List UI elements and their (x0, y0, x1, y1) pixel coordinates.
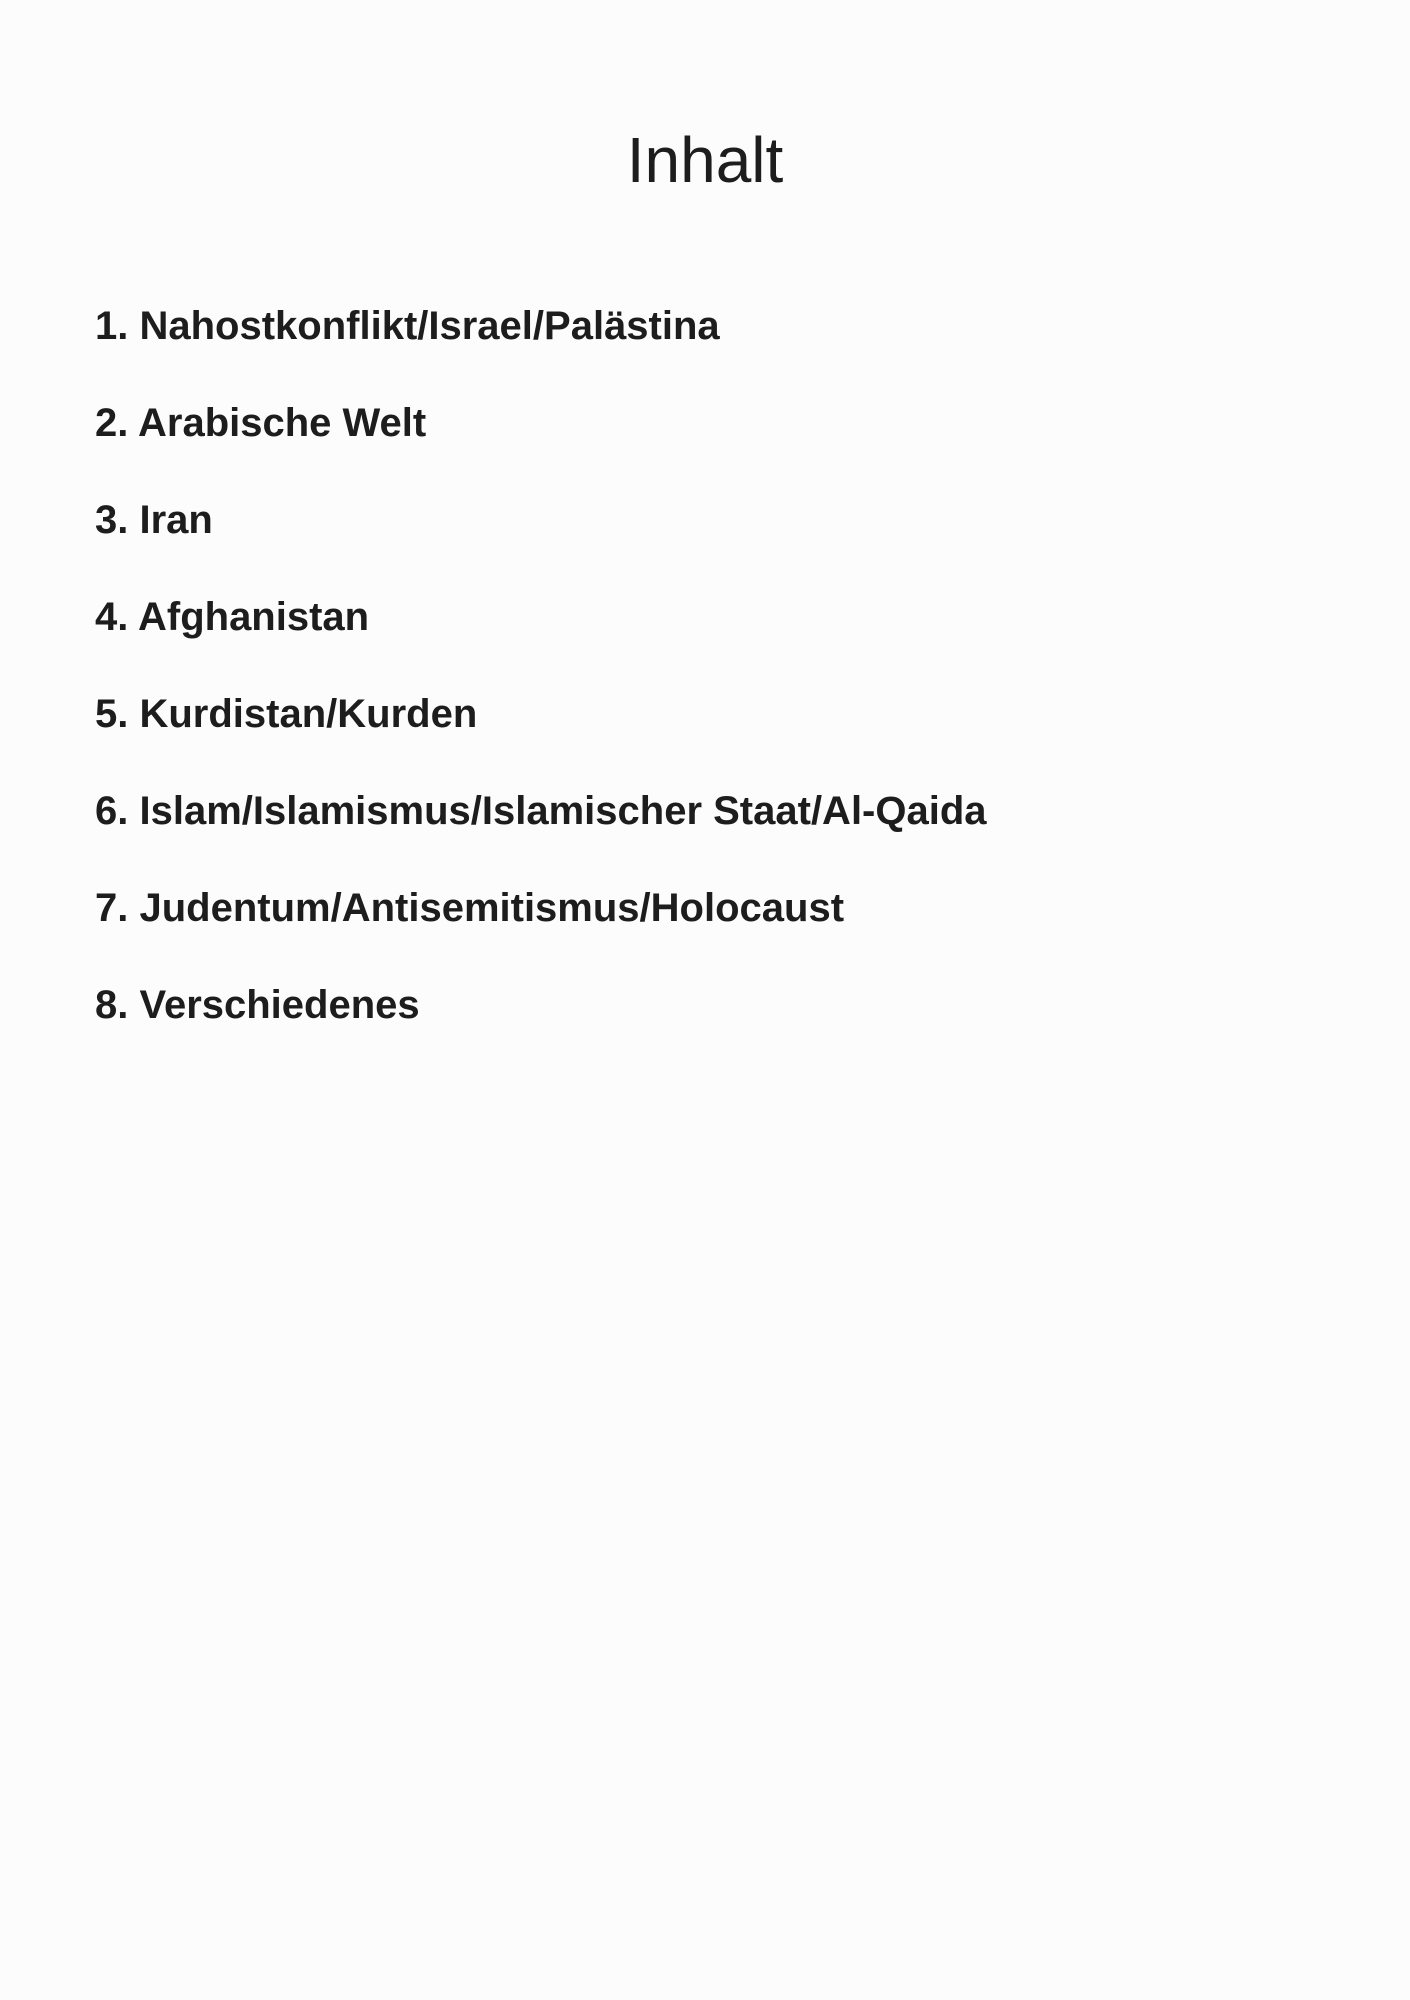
toc-item-3: 3. Iran (95, 498, 213, 542)
page-title: Inhalt (626, 124, 784, 196)
toc-item-2: 2. Arabische Welt (95, 401, 427, 445)
toc-item-1: 1. Nahostkonflikt/Israel/Palästina (95, 304, 720, 348)
toc-item-7: 7. Judentum/Antisemitismus/Holocaust (95, 886, 845, 930)
toc-item-4: 4. Afghanistan (95, 595, 370, 639)
toc-item-8: 8. Verschiedenes (95, 983, 420, 1027)
toc-item-6: 6. Islam/Islamismus/Islamischer Staat/Al-Qaida (95, 789, 987, 833)
table-of-contents (95, 302, 987, 1078)
toc-item-5: 5. Kurdistan/Kurden (95, 692, 478, 736)
